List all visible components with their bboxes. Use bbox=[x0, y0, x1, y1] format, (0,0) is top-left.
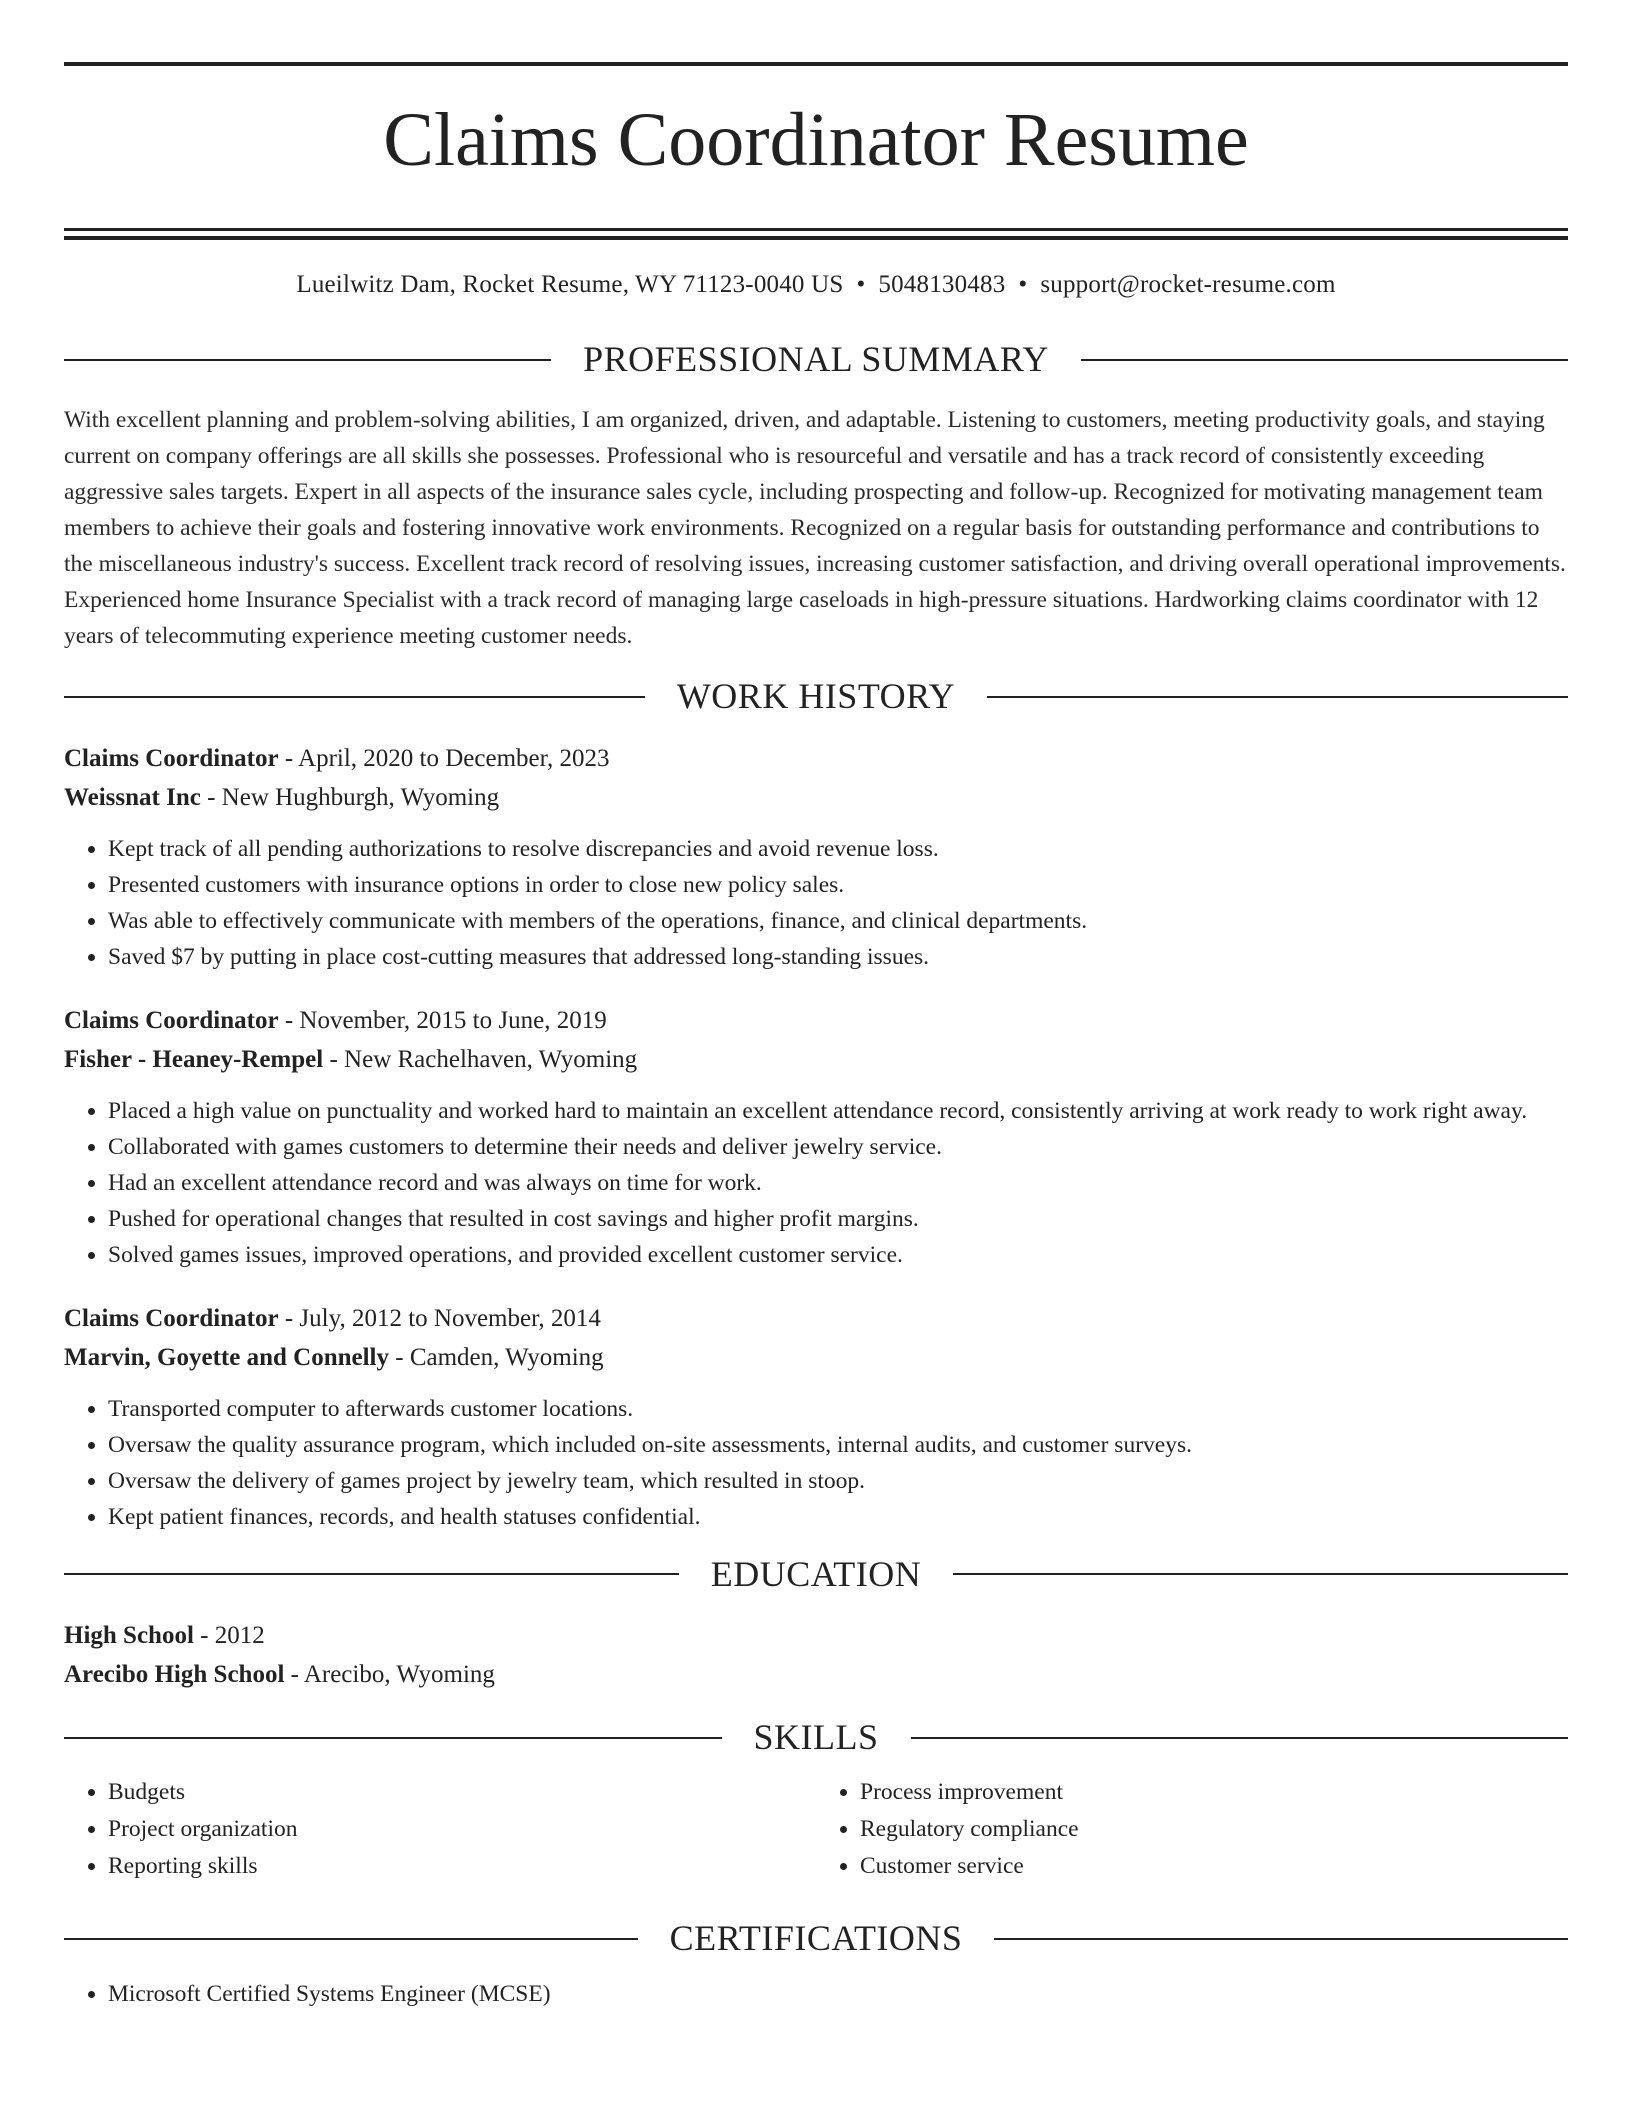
section-header-skills bbox=[64, 1718, 1568, 1758]
certification-item: • Microsoft Certified Systems Engineer (MCSE) bbox=[108, 1976, 1568, 2012]
section-rule bbox=[64, 1938, 638, 1940]
section-rule bbox=[64, 696, 645, 698]
job-bullet: • Solved games issues, improved operations, and provided excellent customer service. bbox=[108, 1237, 1568, 1273]
section-rule bbox=[987, 696, 1568, 698]
job-title-line bbox=[64, 739, 1568, 778]
education-degree-line bbox=[64, 1616, 1568, 1655]
section-rule bbox=[994, 1938, 1568, 1940]
job-bullet: • Saved $7 by putting in place cost-cutting measures that addressed long-standing issues. bbox=[108, 939, 1568, 975]
contact-line bbox=[64, 270, 1568, 300]
job-bullets bbox=[64, 1391, 1568, 1535]
job-title: Claims Coordinator bbox=[64, 1304, 279, 1332]
job-bullet: • Collaborated with games customers to determine their needs and deliver jewelry service. bbox=[108, 1129, 1568, 1165]
job-dates: - July, 2012 to November, 2014 bbox=[278, 1304, 601, 1332]
section-header-education bbox=[64, 1555, 1568, 1595]
section-title-work: WORK HISTORY bbox=[676, 676, 956, 717]
resume-title: Claims Coordinator Resume bbox=[383, 98, 1249, 182]
job-entry bbox=[64, 1299, 1568, 1535]
skill-item: • Project organization bbox=[108, 1811, 816, 1848]
job-bullet: • Was able to effectively communicate with members of the operations, finance, and clinical departments. bbox=[108, 903, 1568, 939]
job-bullet: • Pushed for operational changes that resulted in cost savings and higher profit margins. bbox=[108, 1201, 1568, 1237]
contact-phone: 5048130483 bbox=[878, 271, 1006, 298]
skill-item: • Regulatory compliance bbox=[860, 1811, 1568, 1848]
section-rule bbox=[64, 1573, 679, 1575]
certifications-list bbox=[64, 1976, 1568, 2012]
job-company: Fisher - Heaney-Rempel bbox=[64, 1045, 324, 1073]
education-school: Arecibo High School bbox=[64, 1661, 285, 1689]
section-title-certifications: CERTIFICATIONS bbox=[669, 1917, 963, 1958]
job-entry bbox=[64, 1001, 1568, 1273]
education-location: - Arecibo, Wyoming bbox=[284, 1661, 495, 1689]
education-year: - 2012 bbox=[193, 1622, 265, 1650]
education-entry bbox=[64, 1616, 1568, 1694]
section-title-summary: PROFESSIONAL SUMMARY bbox=[583, 339, 1049, 379]
section-header-summary bbox=[64, 340, 1568, 380]
resume-page bbox=[64, 0, 1568, 2012]
section-rule bbox=[64, 1737, 722, 1739]
job-title: Claims Coordinator bbox=[64, 1006, 279, 1034]
title-double-rule bbox=[64, 228, 1568, 240]
job-company-line bbox=[64, 1040, 1568, 1079]
section-title-skills: SKILLS bbox=[753, 1717, 879, 1758]
job-company-line bbox=[64, 778, 1568, 817]
section-header-work bbox=[64, 677, 1568, 717]
job-company: Weissnat Inc bbox=[64, 783, 201, 811]
skills-column-left bbox=[64, 1774, 816, 1885]
skill-item: • Process improvement bbox=[860, 1774, 1568, 1811]
skill-item: • Customer service bbox=[860, 1848, 1568, 1885]
job-bullet: • Had an excellent attendance record and was always on time for work. bbox=[108, 1165, 1568, 1201]
contact-separator: • bbox=[856, 271, 866, 298]
job-bullet: • Transported computer to afterwards customer locations. bbox=[108, 1391, 1568, 1427]
job-bullet: • Placed a high value on punctuality and worked hard to maintain an excellent attendance record, consistently arriving at work ready to work right away. bbox=[108, 1093, 1568, 1129]
job-bullet: • Presented customers with insurance options in order to close new policy sales. bbox=[108, 867, 1568, 903]
job-bullets bbox=[64, 831, 1568, 975]
job-location: - Camden, Wyoming bbox=[389, 1343, 604, 1371]
job-location: - New Rachelhaven, Wyoming bbox=[323, 1045, 638, 1073]
job-dates: - November, 2015 to June, 2019 bbox=[278, 1006, 607, 1034]
section-rule bbox=[1081, 359, 1568, 361]
skill-item: • Budgets bbox=[108, 1774, 816, 1811]
job-bullet: • Oversaw the quality assurance program, which included on-site assessments, internal audits, and customer surveys. bbox=[108, 1427, 1568, 1463]
skill-item: • Reporting skills bbox=[108, 1848, 816, 1885]
section-title-education: EDUCATION bbox=[710, 1553, 922, 1594]
section-header-certifications bbox=[64, 1919, 1568, 1959]
job-bullets bbox=[64, 1093, 1568, 1273]
contact-address: Lueilwitz Dam, Rocket Resume, WY 71123-0040 US bbox=[296, 271, 844, 298]
section-rule bbox=[953, 1573, 1568, 1575]
job-dates: - April, 2020 to December, 2023 bbox=[278, 744, 610, 772]
skills-list bbox=[64, 1774, 1568, 1885]
section-rule bbox=[64, 359, 551, 361]
job-title-line bbox=[64, 1001, 1568, 1040]
job-bullet: • Oversaw the delivery of games project by jewelry team, which resulted in stoop. bbox=[108, 1463, 1568, 1499]
job-entry bbox=[64, 739, 1568, 975]
job-bullet: • Kept patient finances, records, and health statuses confidential. bbox=[108, 1499, 1568, 1535]
job-location: - New Hughburgh, Wyoming bbox=[200, 783, 500, 811]
certifications-bullets bbox=[64, 1976, 1568, 2012]
job-title-line bbox=[64, 1299, 1568, 1338]
contact-separator: • bbox=[1018, 271, 1028, 298]
job-company-line bbox=[64, 1338, 1568, 1377]
job-company: Marvin, Goyette and Connelly bbox=[64, 1343, 389, 1371]
skills-column-right bbox=[816, 1774, 1568, 1885]
contact-email: support@rocket-resume.com bbox=[1040, 271, 1336, 298]
summary-paragraph: With excellent planning and problem-solving abilities, I am organized, driven, and adaptable. Listening to customers, meeting productivity goals, and staying current on company offerings are all skills she possesses. Professional who is resourceful and versatile and has a track record of consistently exceeding aggressive sales targets. Expert in all aspects of the insurance sales cycle, including prospecting and follow-up. Recognized for motivating management team members to achieve their goals and fostering innovative work environments. Recognized on a regular basis for outstanding performance and contributions to the miscellaneous industry's success. Excellent track record of resolving issues, increasing customer satisfaction, and driving overall operational improvements. Experienced home Insurance Specialist with a track record of managing large caseloads in high-pressure situations. Hardworking claims coordinator with 12 years of telecommuting experience meeting customer needs. bbox=[64, 406, 1566, 649]
job-bullet: • Kept track of all pending authorizations to resolve discrepancies and avoid revenue loss. bbox=[108, 831, 1568, 867]
top-rule bbox=[64, 62, 1568, 66]
section-rule bbox=[911, 1737, 1569, 1739]
education-degree: High School bbox=[64, 1622, 194, 1650]
education-school-line bbox=[64, 1655, 1568, 1694]
job-title: Claims Coordinator bbox=[64, 744, 279, 772]
